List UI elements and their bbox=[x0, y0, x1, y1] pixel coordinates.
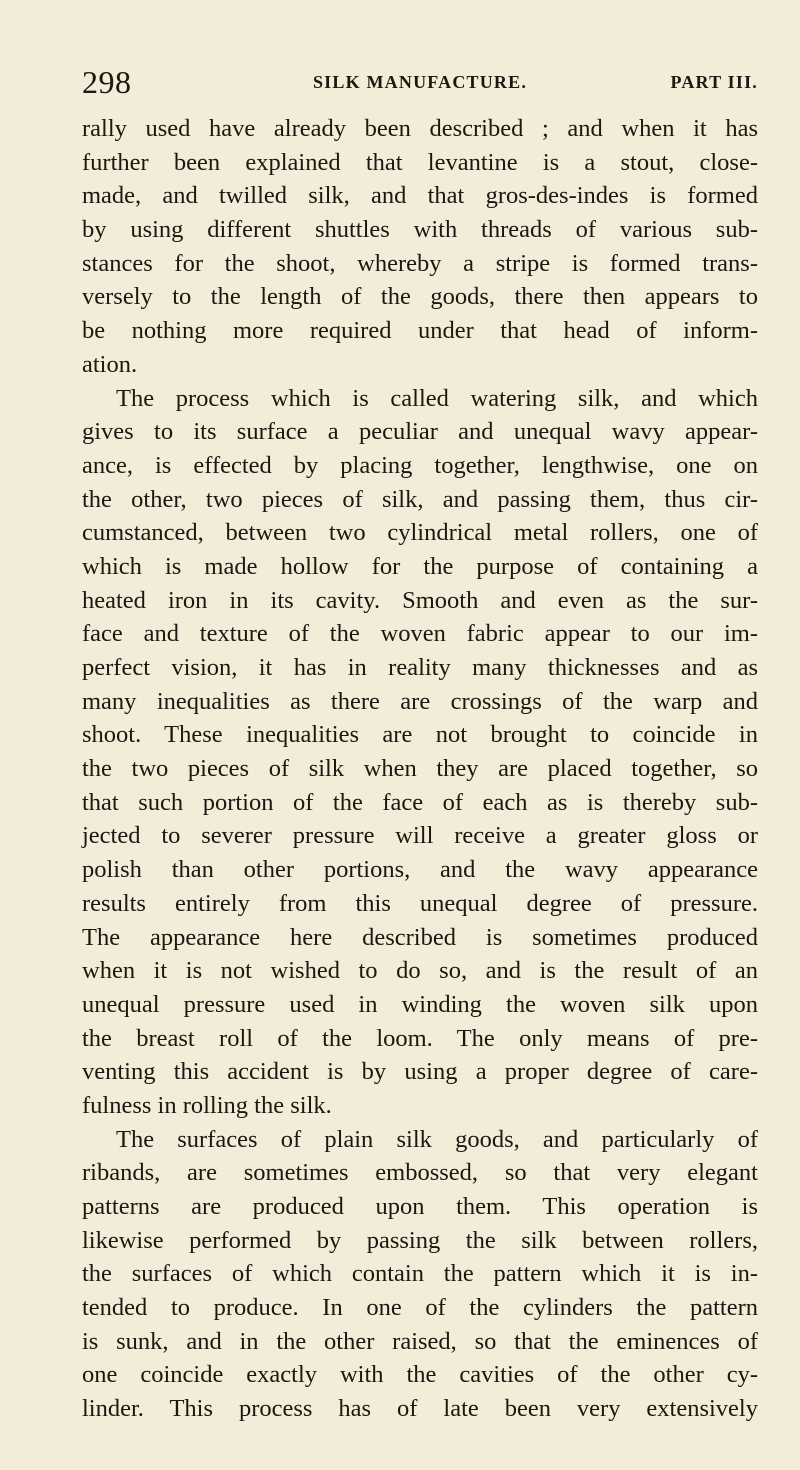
text-line: further been explained that levantine is a stout, close- bbox=[82, 148, 758, 176]
text-line: made, and twilled silk, and that gros-des-indes is formed bbox=[82, 182, 758, 210]
text-line: The process which is called watering silk, and which bbox=[116, 384, 758, 412]
text-line: that such portion of the face of each as is thereby sub- bbox=[82, 788, 758, 816]
text-line: polish than other portions, and the wavy appearance bbox=[82, 856, 758, 884]
text-line: one coincide exactly with the cavities of the other cy- bbox=[82, 1361, 758, 1389]
part-label: PART III. bbox=[670, 72, 758, 92]
text-line: venting this accident is by using a proper degree of care- bbox=[82, 1058, 758, 1086]
text-line: ribands, are sometimes embossed, so that very elegant bbox=[82, 1159, 758, 1187]
text-line: tended to produce. In one of the cylinders the pattern bbox=[82, 1294, 758, 1322]
text-line: by using different shuttles with threads of various sub- bbox=[82, 216, 758, 244]
text-line: linder. This process has of late been very extensively bbox=[82, 1395, 758, 1423]
text-line: results entirely from this unequal degree of pressure. bbox=[82, 889, 758, 917]
text-line: jected to severer pressure will receive a greater gloss or bbox=[82, 822, 758, 850]
text-line: the breast roll of the loom. The only means of pre- bbox=[82, 1024, 758, 1052]
text-line: gives to its surface a peculiar and unequal wavy appear- bbox=[82, 418, 758, 446]
text-line: the two pieces of silk when they are placed together, so bbox=[82, 755, 758, 783]
text-line: The appearance here described is sometimes produced bbox=[82, 923, 758, 951]
text-line: heated iron in its cavity. Smooth and even as the sur- bbox=[82, 586, 758, 614]
text-line: many inequalities as there are crossings of the warp and bbox=[82, 687, 758, 715]
text-line: cumstanced, between two cylindrical metal rollers, one of bbox=[82, 519, 758, 547]
text-line: fulness in rolling the silk. bbox=[82, 1091, 332, 1119]
text-line: be nothing more required under that head of inform- bbox=[82, 317, 758, 345]
text-line: versely to the length of the goods, there then appears to bbox=[82, 283, 758, 311]
text-line: ation. bbox=[82, 350, 138, 378]
text-line: which is made hollow for the purpose of containing a bbox=[82, 552, 758, 580]
text-line: likewise performed by passing the silk between rollers, bbox=[82, 1226, 758, 1254]
text-line: the other, two pieces of silk, and passing them, thus cir- bbox=[82, 485, 758, 513]
text-line: patterns are produced upon them. This operation is bbox=[82, 1193, 758, 1220]
text-line: perfect vision, it has in reality many thicknesses and as bbox=[82, 654, 758, 681]
text-line: The surfaces of plain silk goods, and particularly of bbox=[116, 1125, 758, 1153]
body-text bbox=[82, 112, 758, 1426]
text-line: rally used have already been described ; and when it has bbox=[82, 115, 758, 142]
text-line: ance, is effected by placing together, lengthwise, one on bbox=[82, 451, 758, 479]
text-line: shoot. These inequalities are not brought to coincide in bbox=[82, 721, 758, 749]
text-line: the surfaces of which contain the pattern which it is in- bbox=[82, 1260, 758, 1288]
page-number: 298 bbox=[82, 64, 132, 100]
text-line: face and texture of the woven fabric appear to our im- bbox=[82, 620, 758, 648]
text-line: when it is not wished to do so, and is the result of an bbox=[82, 957, 758, 985]
text-line: is sunk, and in the other raised, so that the eminences of bbox=[82, 1327, 758, 1355]
text-line: stances for the shoot, whereby a stripe is formed trans- bbox=[82, 249, 758, 277]
running-head bbox=[82, 62, 758, 102]
text-line: unequal pressure used in winding the woven silk upon bbox=[82, 990, 758, 1018]
section-title: SILK MANUFACTURE. bbox=[312, 72, 528, 92]
